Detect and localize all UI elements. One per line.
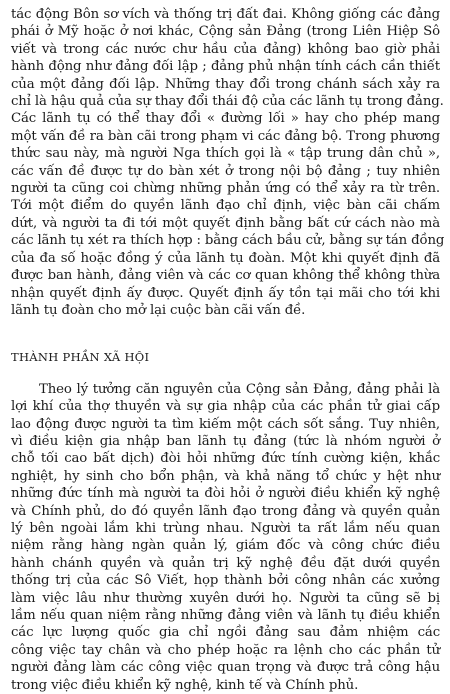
text-line: thức sau này, mà người Nga thích gọi là « tập trung dân chủ », [11,146,440,162]
text-line: các lực lượng quốc gia chỉ ngồi đảng sau đảm nhiệm các [11,625,440,641]
text-line: người đảng làm các công việc quan trọng và được trả công hậu [11,660,440,676]
text-line: chỉ là hậu quả của sự thay đổi thái độ của các lãnh tụ trong đảng. [11,94,444,110]
text-line: những đức tính mà người ta đòi hỏi ở người điều khiển kỹ nghệ [11,486,440,502]
text-line: lợi khí của thợ thuyền và sự gia nhập của các phần tử giai cấp [11,399,440,415]
text-line: của một đảng đối lập. Những thay đổi trong chánh sách xảy ra [11,76,440,92]
text-line: của đa số hoặc đồng ý của lãnh tụ đoàn. Một khi quyết định đã [11,250,440,266]
paragraph-social-composition [11,381,440,694]
text-line: hành chánh quyền và quản trị kỹ nghệ đều đặt dưới quyền [11,555,440,571]
text-line: nhận quyết định ấy được. Quyết định ấy tồn tại mãi cho tới khi [11,285,440,301]
text-line: được ban hành, đảng viên và các cơ quan không thể không thừa [11,268,440,284]
text-line: Theo lý tưởng căn nguyên của Cộng sản Đảng, đảng phải là [39,381,440,397]
text-line: làm việc lâu như thường xuyên dưới họ. Người ta cũng sẽ bị [11,590,440,606]
text-line: các lãnh tụ xét ra thích hợp : bằng cách bầu cử, bằng sự tán đồng [11,233,445,249]
text-line: nghiệt, hy sinh cho bổn phận, và khả năng tổ chức y hệt như [11,468,440,484]
text-line: lầm nếu quan niệm rằng những đảng viên và lãnh tụ điều khiển [11,608,440,623]
text-line: các vấn đề được tự do bàn xét ở trong nội bộ đảng ; tuy nhiên [11,163,440,179]
text-line: một vấn đề ra bàn cãi trong phạm vi các đảng bộ. Trong phương [11,128,440,144]
text-line: Tới một điểm do quyền lãnh đạo chỉ định, việc bàn cãi chấm [11,198,440,214]
text-line: dứt, và người ta đi tới một quyết định bằng bất cứ cách nào mà [11,215,440,231]
text-line: công việc tay chân và cho phép hoặc ra lệnh cho các phần tử [11,642,440,658]
text-line: trong việc điều khiển kỹ nghệ, kinh tế và Chính phủ. [11,677,359,693]
text-line: hành động như đảng đối lập ; đảng phủ nhận tính cách cần thiết [11,59,440,75]
text-line: chỗ tối cao bất dịch) đòi hỏi những đức tính cường kiện, khắc [11,451,440,467]
text-line: viết và trong các nước chư hầu của đảng) không bao giờ phải [11,41,440,57]
text-line: phái ở Mỹ hoặc ở nơi khác, Cộng sản Đảng (trong Liên Hiệp Sô [11,24,440,40]
text-line: lý bên ngoài lắm khi trùng nhau. Người ta rất lắm nếu quan [11,520,440,536]
paragraph-party-decisions [11,6,445,319]
text-line: Các lãnh tụ có thể thay đổi « đường lối » hay cho phép mang [11,111,440,127]
text-line: người ta cũng coi chừng những phản ứng có thể xảy ra từ trên. [11,181,440,197]
text-line: tác động Bôn sơ vích và thống trị đất đai. Không giống các đảng [11,7,440,22]
text-line: vì điều kiện gia nhập ban lãnh tụ đảng (tức là nhóm người ở [11,433,440,449]
text-line: lao động được người ta tìm kiếm một cách sốt sắng. Tuy nhiên, [11,416,440,432]
text-line: lãnh tụ đoàn cho mở lại cuộc bàn cãi vấn đề. [11,302,306,318]
text-line: niệm rằng hàng ngàn quản lý, giám đốc và công chức điều [11,538,440,554]
text-line: thống trị của các Sô Viết, họp thành bởi công nhân các xưởng [11,573,440,589]
section-heading: THÀNH PHẦN XÃ HỘI [11,350,150,365]
text-line: và Chính phủ, do đó quyền lãnh đạo trong đảng và quyền quản [11,503,440,519]
